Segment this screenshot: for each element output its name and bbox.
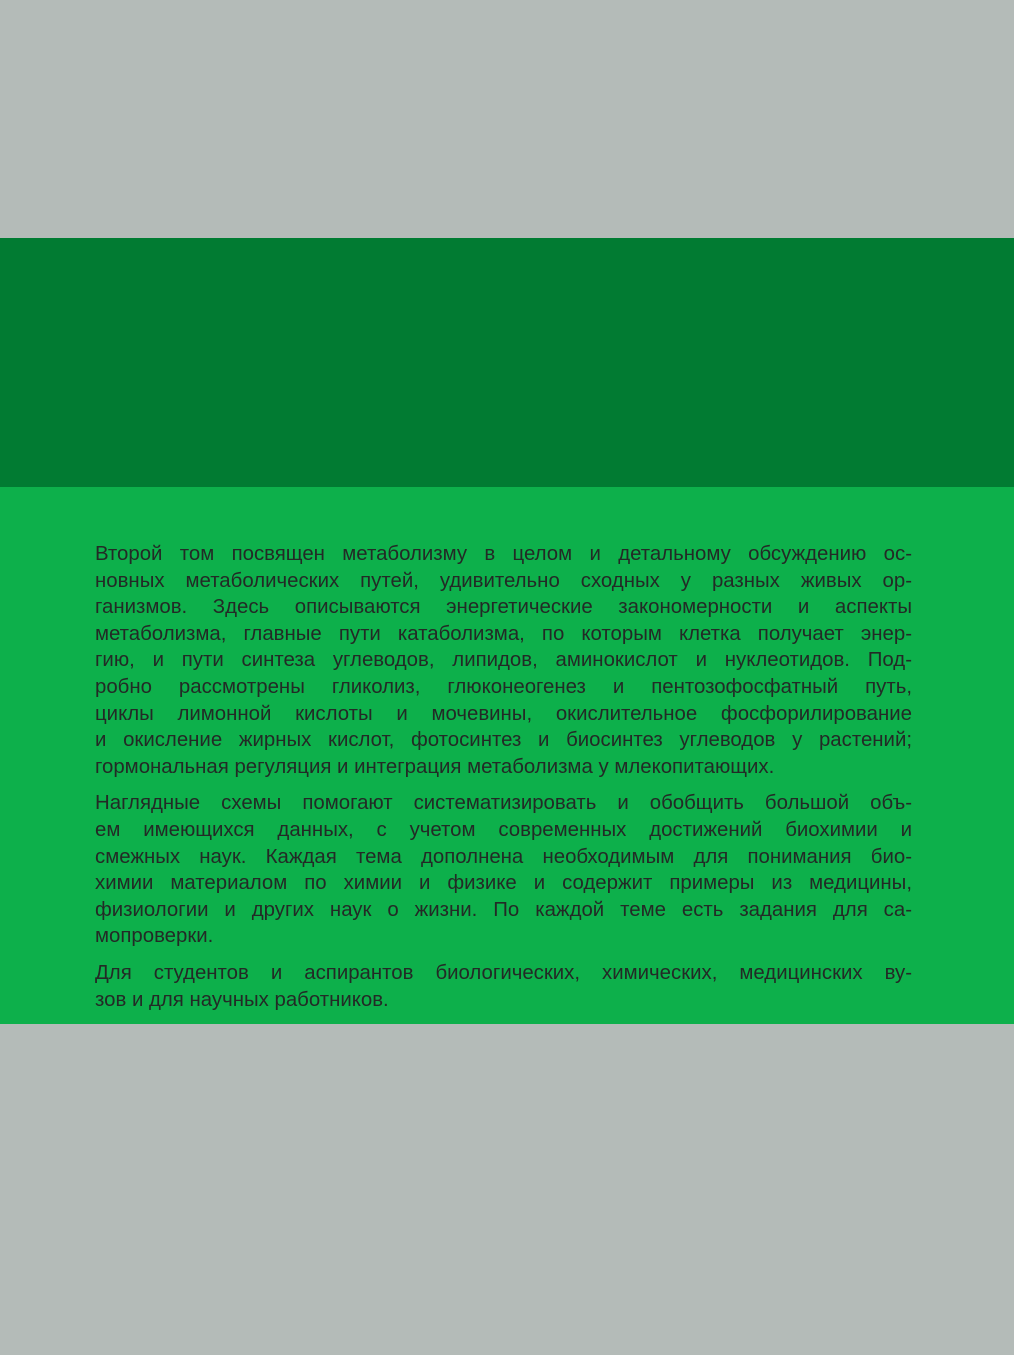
- text-line: физиологии и других наук о жизни. По каждой теме есть задания для са-: [95, 898, 912, 921]
- text-line: химии материалом по химии и физике и содержит примеры из медицины,: [95, 872, 912, 895]
- text-line: новных метаболических путей, удивительно сходных у разных живых ор-: [95, 569, 912, 592]
- text-line: Для студентов и аспирантов биологических, химических, медицинских ву-: [95, 961, 912, 984]
- annotation-paragraph-1: [95, 541, 912, 780]
- text-line: и окисление жирных кислот, фотосинтез и биосинтез углеводов у растений;: [95, 729, 912, 752]
- annotation-text: [95, 541, 912, 1023]
- text-line: гормональная регуляция и интеграция метаболизма у млекопитающих.: [95, 755, 775, 778]
- text-line: циклы лимонной кислоты и мочевины, окислительное фосфорилирование: [95, 702, 912, 725]
- text-line: мопроверки.: [95, 925, 214, 948]
- text-line: смежных наук. Каждая тема дополнена необходимым для понимания био-: [95, 845, 912, 868]
- annotation-paragraph-2: [95, 790, 912, 950]
- text-line: Второй том посвящен метаболизму в целом и детальному обсуждению ос-: [95, 543, 912, 565]
- text-line: ем имеющихся данных, с учетом современных достижений биохимии и: [95, 818, 912, 841]
- top-gray-band: [0, 0, 1014, 238]
- text-line: гию, и пути синтеза углеводов, липидов, аминокислот и нуклеотидов. Под-: [95, 649, 912, 672]
- text-line: метаболизма, главные пути катаболизма, по которым клетка получает энер-: [95, 622, 912, 645]
- dark-green-band: [0, 238, 1014, 487]
- text-line: робно рассмотрены гликолиз, глюконеогенез и пентозофосфатный путь,: [95, 675, 912, 698]
- text-line: ганизмов. Здесь описываются энергетические закономерности и аспекты: [95, 596, 912, 619]
- text-line: Наглядные схемы помогают систематизировать и обобщить большой объ-: [95, 792, 912, 815]
- text-line: зов и для научных работников.: [95, 988, 389, 1011]
- annotation-paragraph-3: [95, 960, 912, 1013]
- bottom-gray-band: [0, 1024, 1014, 1355]
